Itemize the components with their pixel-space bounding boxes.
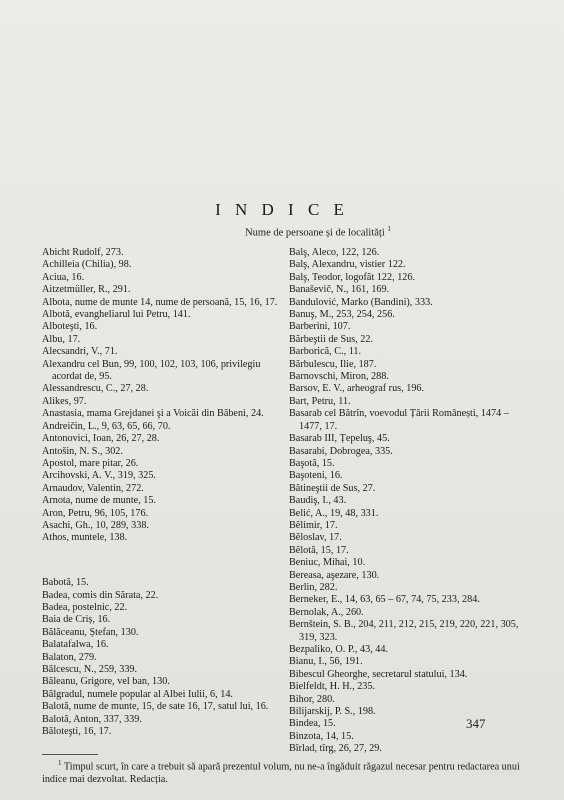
footnote-mark: 1 — [58, 759, 62, 767]
index-entry: Basarabi, Dobrogea, 335. — [289, 445, 393, 457]
index-entry: Basarab cel Bătrîn, voevodul Țării Românești, 1474 – 1477, 17. — [289, 408, 509, 432]
footnote-divider — [42, 754, 98, 755]
section-gap — [42, 555, 282, 567]
index-entry: Băloteşti, 16, 17. — [42, 726, 112, 737]
footnote-text: Timpul scurt, în care a trebuit să apară prezentul volum, nu ne-a îngăduit răgazul necesar pentru redactarea unui indice mai dezvoltat. Redacția. — [42, 761, 520, 785]
index-entry: Barborică, C., 11. — [289, 346, 362, 358]
index-entry: Bĕlotă, 15, 17. — [289, 544, 349, 556]
index-entry: Belić, A., 19, 48, 331. — [289, 507, 379, 519]
index-entry: Antonovici, Ioan, 26, 27, 28. — [42, 433, 160, 445]
index-entry: Alexandru cel Bun, 99, 100, 102, 103, 106, privilegiu acordat de, 95. — [42, 358, 261, 383]
index-entry: Başotă, 15. — [289, 457, 335, 469]
index-entry: Bătineştii de Sus, 27. — [289, 482, 376, 494]
index-entry: Anastasia, mama Grejdanei şi a Voicăi din Băbeni, 24. — [42, 408, 264, 420]
index-entry: Berneker, E., 14, 63, 65 – 67, 74, 75, 233, 284. — [289, 594, 480, 606]
index-entry: Bibescul Gheorghe, secretarul statului, 134. — [289, 668, 468, 680]
index-entry: Arnaudov, Valentin, 272. — [42, 482, 144, 494]
page-number: 347 — [466, 716, 486, 731]
index-entry: Baudiş, I., 43. — [289, 495, 347, 507]
index-entry: Bălcescu, N., 259, 339. — [42, 663, 138, 675]
index-entry: Balş, Alexandru, vistier 122. — [289, 259, 406, 271]
index-entry: Balş, Teodor, logofăt 122, 126. — [289, 271, 416, 283]
index-entry: Baia de Criș, 16. — [42, 614, 111, 626]
index-entry: Apostol, mare pitar, 26. — [42, 457, 139, 469]
index-entry: Aciua, 16. — [42, 271, 85, 283]
index-entry: Abicht Rudolf, 273. — [42, 247, 124, 258]
index-entry: Bărbeştii de Sus, 22. — [289, 333, 374, 345]
index-entry: Banuş, M., 253, 254, 256. — [289, 309, 395, 321]
index-entry: Arnota, nume de munte, 15. — [42, 495, 157, 507]
index-column-right — [289, 247, 529, 756]
index-entry: Băleanu, Grigore, vel ban, 130. — [42, 676, 170, 688]
index-entry: Asachi, Gh., 10, 289, 338. — [42, 519, 149, 531]
index-entry: Barsov, E. V., arheograf rus, 196. — [289, 383, 425, 395]
index-subtitle — [0, 225, 564, 239]
index-entry: Badea, comis din Sărata, 22. — [42, 589, 159, 601]
index-entry: Albota, nume de munte 14, nume de persoană, 15, 16, 17. — [42, 296, 278, 308]
index-entry: Balotă, Anton, 337, 339. — [42, 713, 142, 725]
subtitle-footnote-mark: 1 — [387, 225, 391, 233]
index-entry: Bernštein, S. B., 204, 211, 212, 215, 219, 220, 221, 305, 319, 323. — [289, 619, 519, 643]
index-entry: Berlin, 282. — [289, 581, 338, 593]
index-entry: Arcihovski, A. V., 319, 325. — [42, 470, 156, 482]
index-title: I N D I C E — [215, 200, 349, 219]
index-entry: Bĕlimir, 17. — [289, 519, 338, 531]
index-entry: Balş, Aleco, 122, 126. — [289, 247, 380, 258]
index-entry: Babotă, 15. — [42, 577, 89, 589]
index-entry: Basarab III, Țepeluş, 45. — [289, 433, 390, 445]
index-entry: Bereasa, aşezare, 130. — [289, 569, 380, 581]
index-entry: Bĕloslav, 17. — [289, 532, 342, 544]
index-entry: Bilijarskij, P. S., 198. — [289, 706, 376, 718]
index-entry: Barnovschi, Miron, 288. — [289, 371, 389, 383]
index-entry: Alecsandri, V., 71. — [42, 346, 118, 358]
index-entry: Bîrlad, tîrg, 26, 27, 29. — [289, 743, 382, 755]
index-entry: Balotă, nume de munte, 15, de sate 16, 17, satul lui, 16. — [42, 701, 269, 713]
index-entry: Albu, 17. — [42, 333, 81, 345]
index-entry: Athos, muntele, 138. — [42, 532, 128, 544]
index-entry: Bălăceanu, Ștefan, 130. — [42, 626, 139, 638]
index-entry: Alboteşti, 16. — [42, 321, 98, 333]
index-entry: Bianu, I., 56, 191. — [289, 656, 363, 668]
index-entry: Beniuc, Mihai, 10. — [289, 557, 366, 569]
index-entry: Bindea, 15. — [289, 718, 336, 730]
index-column-left — [42, 247, 282, 738]
index-entry: Badea, postelnic, 22. — [42, 601, 128, 613]
index-entry: Antošin, N. S., 302. — [42, 445, 123, 457]
index-entry: Alikes, 97. — [42, 395, 87, 407]
index-entry: Bărbulescu, Ilie, 187. — [289, 358, 377, 370]
subtitle-text: Nume de persoane și de localități — [245, 227, 385, 239]
index-entry: Başoteni, 16. — [289, 470, 343, 482]
index-entry: Andreičin, L., 9, 63, 65, 66, 70. — [42, 420, 171, 432]
index-entry: Bart, Petru, 11. — [289, 395, 351, 407]
index-entry: Aron, Petru, 96, 105, 176. — [42, 507, 149, 519]
index-entry: Bernolak, A., 260. — [289, 606, 364, 618]
index-entry: Bielfeldt, H. H., 235. — [289, 681, 376, 693]
index-entry: Binzota, 14, 15. — [289, 730, 354, 742]
index-entry: Bezpaliko, O. P., 43, 44. — [289, 644, 389, 655]
index-entry: Bălgradul, numele popular al Albei Iulii, 6, 14. — [42, 688, 233, 700]
index-entry: Achilleia (Chilia), 98. — [42, 259, 132, 271]
index-entry: Bihor, 280. — [289, 693, 335, 705]
index-entry: Bandulović, Marko (Bandini), 333. — [289, 296, 433, 308]
footnote — [42, 757, 528, 786]
index-entry: Aitzetmüller, R., 291. — [42, 284, 131, 296]
index-entry: Albotă, evangheliarul lui Petru, 141. — [42, 309, 191, 321]
index-entry: Barberini, 107. — [289, 321, 351, 333]
index-entry: Banaševič, N., 161, 169. — [289, 284, 390, 296]
index-entry: Balatafalwa, 16. — [42, 639, 109, 651]
index-entry: Alessandrescu, C., 27, 28. — [42, 383, 149, 395]
index-entry: Balaton, 279. — [42, 651, 97, 663]
